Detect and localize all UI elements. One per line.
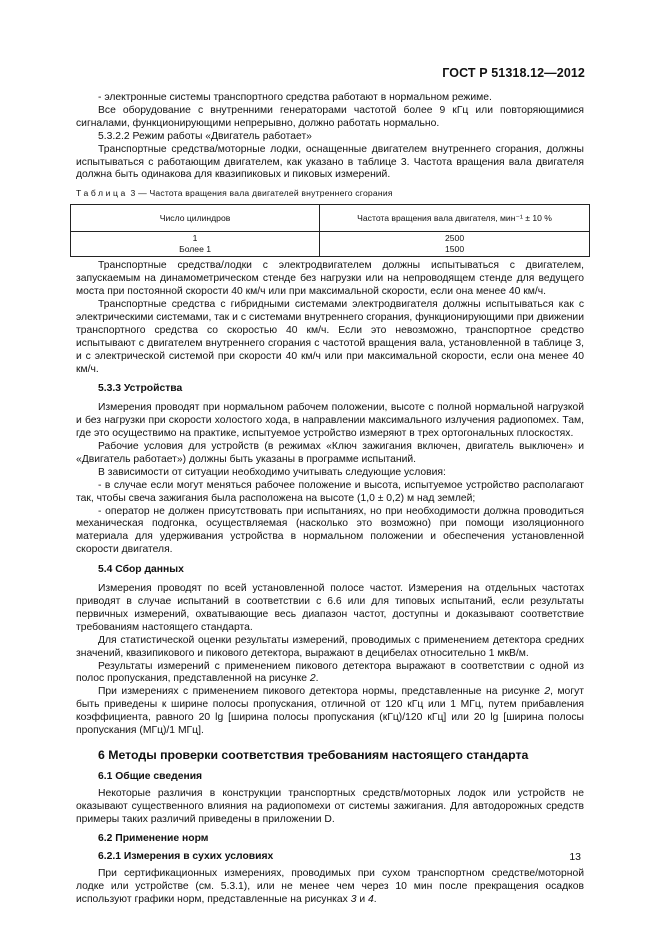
list-item: - в случае если могут меняться рабочее положение и высота, испытуемое устройство располагают так, чтобы свеча зажигания была расположена на высоте (1,0 ± 0,2) м над землей;: [76, 479, 584, 504]
figure-reference: 2: [309, 673, 316, 685]
page-content: [76, 92, 584, 907]
standard-code-header: ГОСТ Р 51318.12—2012: [442, 66, 585, 80]
paragraph: Транспортные средства/лодки с электродвигателем должны испытываться с двигателем, запускаемым на динамометрическом стенде без нагрузки или на непроводящем стенде для ведущего моста при постоянной скорости 40 км/ч или при максимальной скорости, если она менее 40 км/ч.: [76, 260, 584, 298]
section-title-5-4: 5.4 Сбор данных: [98, 564, 184, 576]
figure-reference: 3: [350, 894, 357, 906]
section-title-5-3-3: 5.3.3 Устройства: [98, 383, 183, 395]
cell-value: 2500: [444, 233, 465, 244]
subsection-title-5-3-2-2: 5.3.2.2 Режим работы «Двигатель работает»: [98, 130, 312, 142]
text-run: .: [315, 673, 319, 685]
text-run: и: [356, 894, 369, 906]
page-number: 13: [569, 851, 581, 863]
text-run: .: [373, 894, 377, 906]
table-header-row: [71, 205, 590, 232]
section-title-6-2: 6.2 Применение норм: [98, 832, 209, 844]
table-caption-label: Таблица: [76, 188, 128, 199]
text-run: Результаты измерений с применением пикового детектора выражают в соответствии с одной из полос пропускания, представленной на рисунке: [76, 660, 584, 685]
figure-reference: 4: [368, 894, 374, 906]
cell-value: 1: [192, 233, 198, 244]
section-title-6: 6 Методы проверки соответствия требованиям настоящего стандарта: [98, 747, 529, 762]
cell-value: Более 1: [179, 244, 212, 255]
figure-reference: 2: [544, 686, 551, 698]
engine-speed-table: [70, 204, 590, 257]
table-row: [71, 232, 590, 257]
paragraph: Некоторые различия в конструкции транспортных средств/моторных лодок или устройств не оказывают существенного влияния на радиопомехи от системы зажигания. Для автодорожных средств примеры таких различий приведены в приложении D.: [76, 787, 584, 825]
paragraph: Измерения проводят при нормальном рабочем положении, высоте с полной нормальной нагрузкой и без нагрузки при скорости холостого хода, в направлении максимального излучения радиопомех. Там, где это осуществимо на практике, испытуемое устройство измеряют в трех ортогональных плоскостях.: [76, 402, 584, 440]
paragraph: Измерения проводят по всей установленной полосе частот. Измерения на отдельных частотах приводят в случае испытаний в соответствии с 6.6 или для типовых испытаний, если результаты первичных измерений, охватывающие весь диапазон частот, доступны и доказывают соответствие требованиям настоящего стандарта.: [76, 583, 584, 633]
text-run: , могут быть приведены к ширине полосы пропускания, отличной от 120 кГц или 1 МГц, путем прибавления коэффициента, равного 20 lg [ширина полосы пропускания (кГц)/120 кГц] или 20 lg [ширина полосы пропускания (МГц)/1 МГц].: [76, 686, 584, 737]
paragraph: Транспортные средства/моторные лодки, оснащенные двигателем внутреннего сгорания, должны испытываться с работающим двигателем, как указано в таблице 3. Частота вращения вала двигателя должна быть одинакова для квазипиковых и пиковых измерений.: [76, 143, 584, 181]
table-cell-cylinders: [71, 232, 320, 257]
paragraph: Транспортные средства с гибридными системами электродвигателя должны испытываться как с электрическими системами, так и с системами внутреннего сгорания, функционирующими при движении транспортного средства со скоростью 40 км/ч. Если это невозможно, транспортное средство испытывают с двигателем внутреннего сгорания с частотой вращения вала, установленной в таблице 3, и с электрической системой при скорости 40 км/ч или при максимальной скорости, если она менее 40 км/ч.: [76, 298, 584, 375]
list-item: - оператор не должен присутствовать при испытаниях, но при необходимости должна проводиться механическая подгонка, осуществляемая (насколько это возможно) при помощи изоляционного материала для удерживания устройства в нормальном положении и обеспечения установленной скорости двигателя.: [76, 505, 584, 556]
table-cell-speed: [320, 232, 590, 257]
text-run: При сертификационных измерениях, проводимых при сухом транспортном средстве/моторной лодке или устройстве (см. 5.3.1), или не менее чем через 10 мин после прекращения осадков используют графики норм, представленные на рисунках: [76, 868, 584, 906]
paragraph: Для статистической оценки результаты измерений, проводимых с применением детектора средних значений, квазипикового и пикового детектора, выражают в децибелах относительно 1 мкВ/м.: [76, 634, 584, 659]
table-caption-text: 3 — Частота вращения вала двигателей внутреннего сгорания: [130, 188, 393, 199]
section-title-6-1: 6.1 Общие сведения: [98, 770, 203, 782]
table-header-cylinders: Число цилиндров: [71, 205, 320, 232]
paragraph: - электронные системы транспортного средства работают в нормальном режиме.: [98, 92, 492, 103]
paragraph: [76, 661, 584, 687]
paragraph: [76, 868, 584, 907]
paragraph: [76, 686, 584, 738]
table-caption: [76, 187, 584, 200]
section-title-6-2-1: 6.2.1 Измерения в сухих условиях: [98, 851, 274, 863]
paragraph: Рабочие условия для устройств (в режимах «Ключ зажигания включен, двигатель выключен» и «Двигатель работает») должны быть указаны в программе испытаний.: [76, 441, 584, 465]
paragraph: В зависимости от ситуации необходимо учитывать следующие условия:: [98, 466, 446, 478]
paragraph: Все оборудование с внутренними генераторами частотой более 9 кГц или повторяющимися сигналами, функционирующими непрерывно, должно работать нормально.: [76, 104, 584, 129]
cell-value: 1500: [444, 244, 465, 255]
text-run: При измерениях с применением пикового детектора нормы, представленные на рисунке: [98, 686, 545, 698]
table-header-speed: Частота вращения вала двигателя, мин⁻¹ ± 10 %: [320, 205, 590, 232]
